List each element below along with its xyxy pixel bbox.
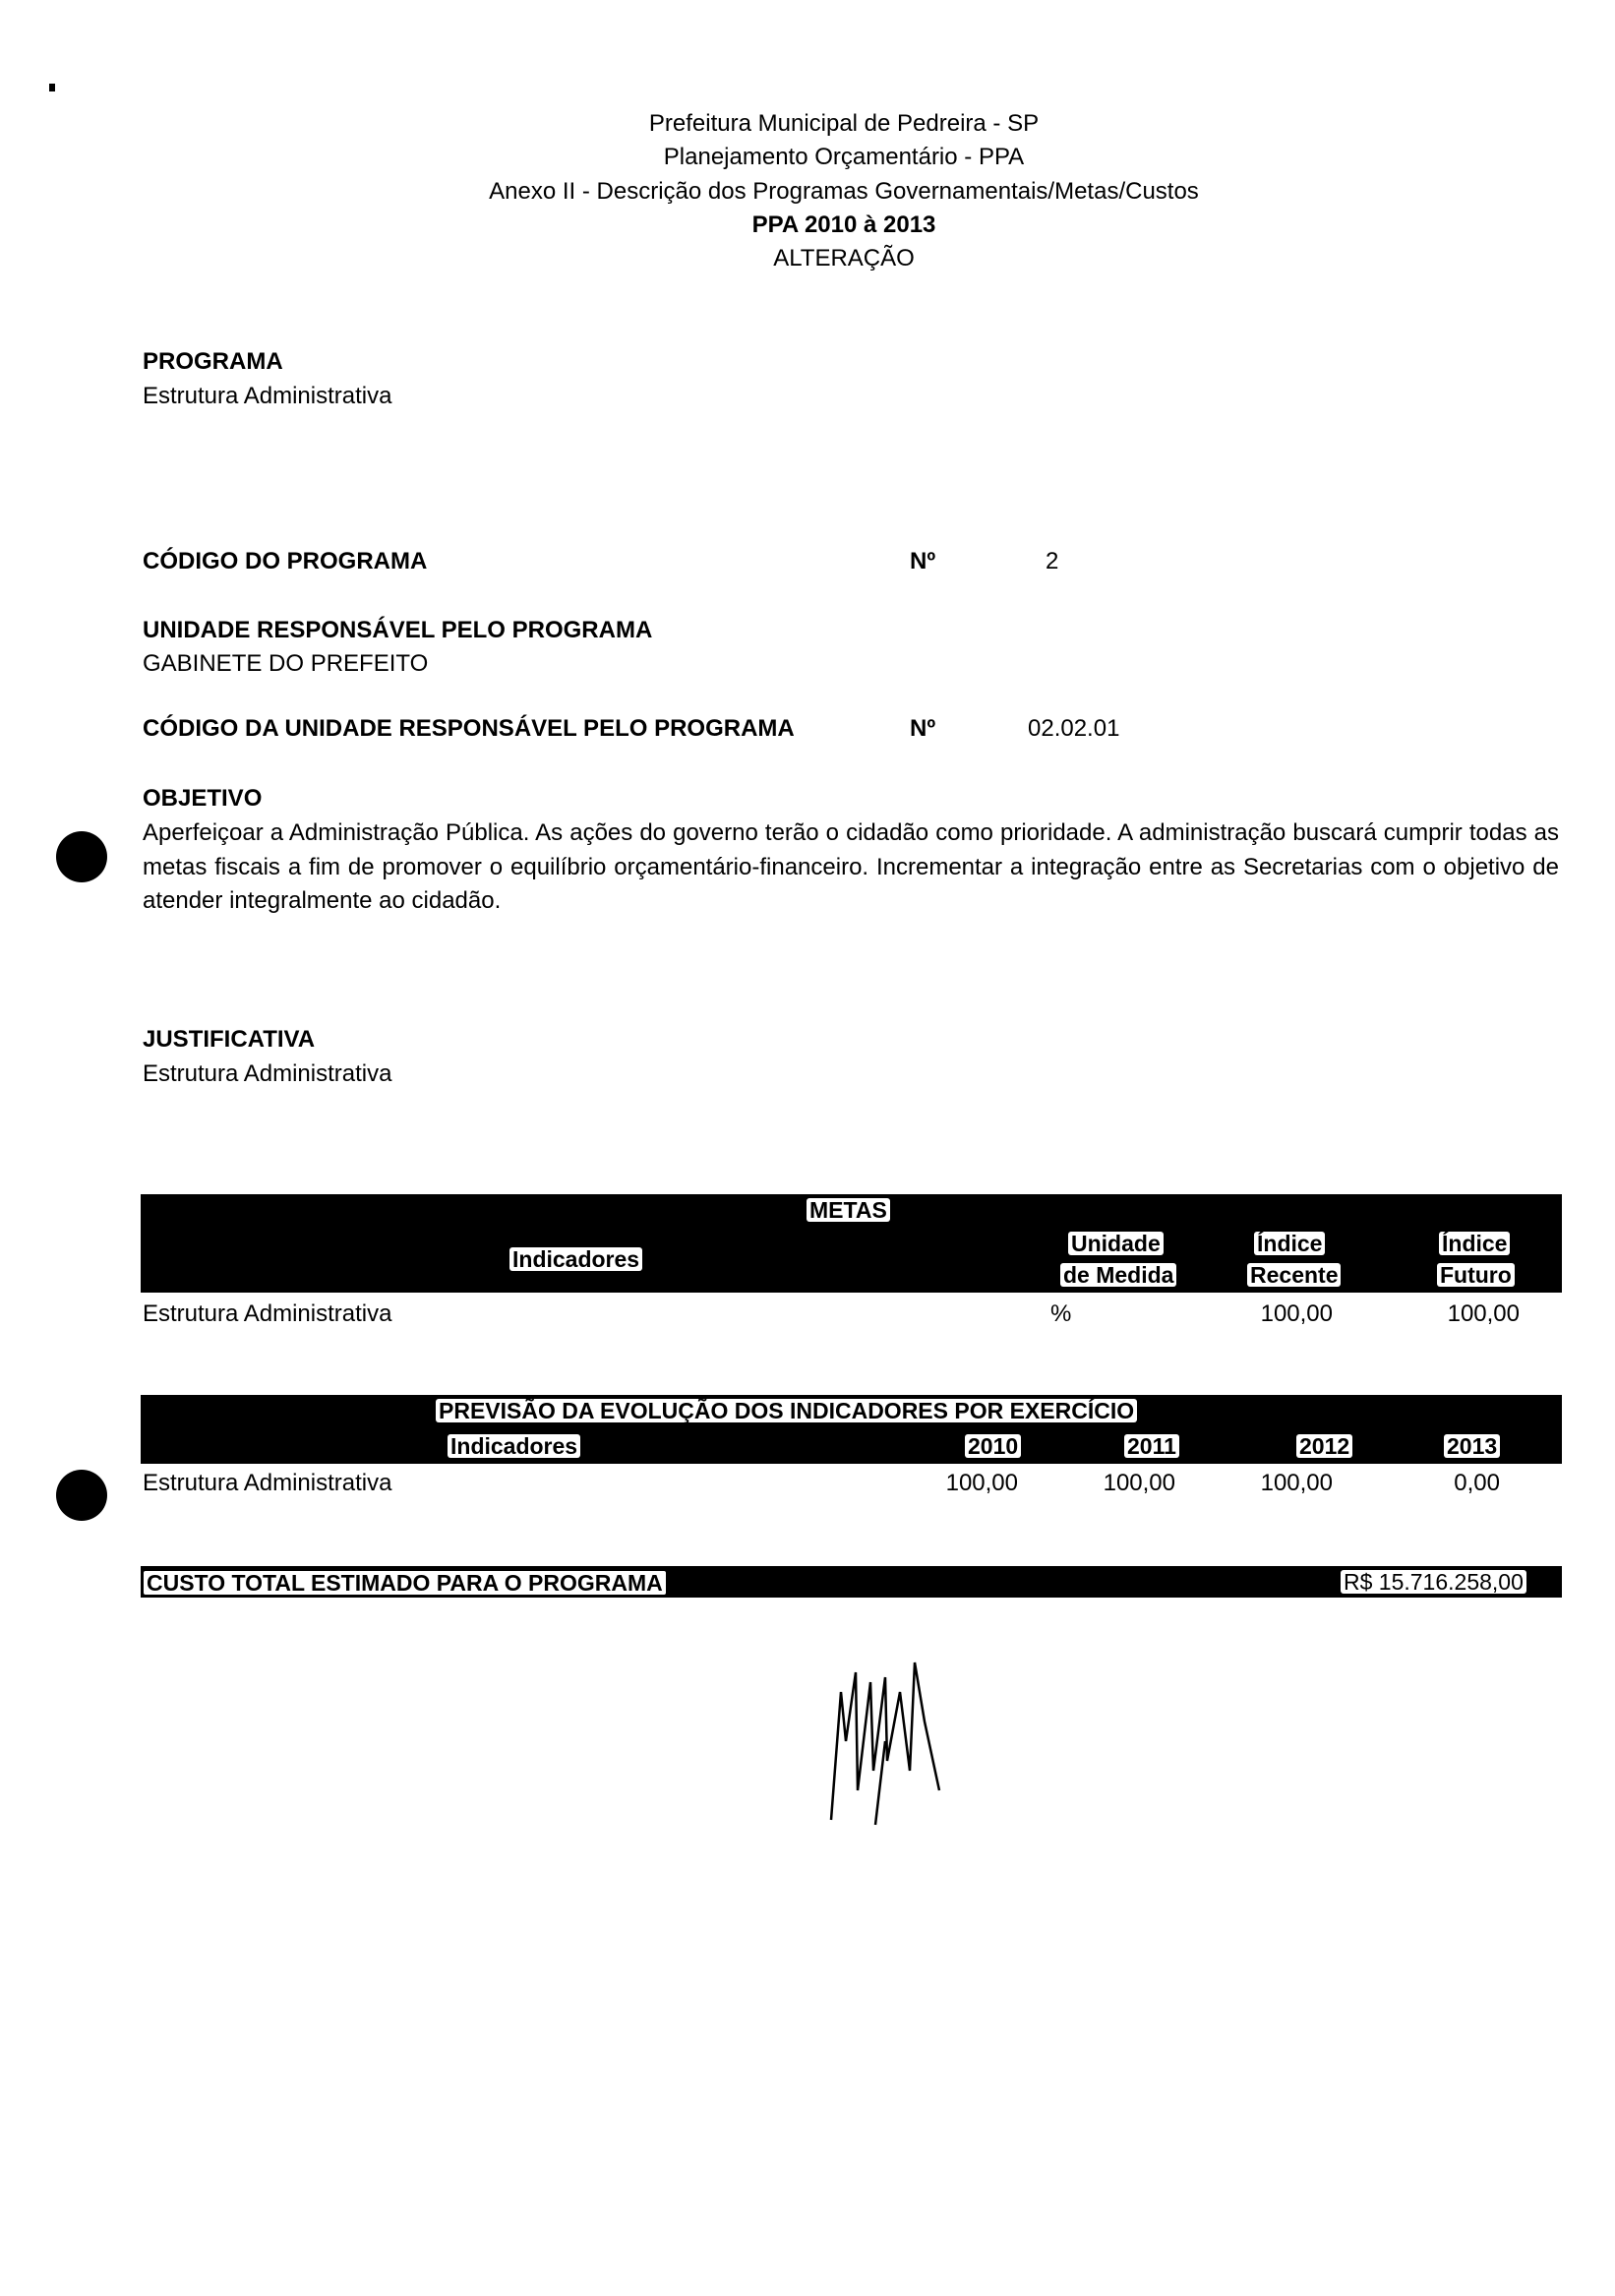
- custo-value: R$ 15.716.258,00: [1341, 1570, 1526, 1594]
- metas-unidade: %: [1050, 1300, 1072, 1327]
- metas-indicador: Estrutura Administrativa: [143, 1300, 392, 1327]
- header-planning: Planejamento Orçamentário - PPA: [663, 144, 1025, 170]
- previsao-value-2012: 100,00: [1260, 1470, 1333, 1496]
- col-year-2011: 2011: [1124, 1434, 1179, 1458]
- scan-speck: [49, 84, 55, 91]
- metas-futuro: 100,00: [1447, 1300, 1520, 1327]
- previsao-header-bar: [141, 1395, 1562, 1464]
- col-unidade-line2: de Medida: [1060, 1263, 1176, 1287]
- previsao-value-2011: 100,00: [1103, 1470, 1175, 1496]
- signature: [816, 1653, 964, 1830]
- objetivo-text: Aperfeiçoar a Administração Pública. As ações do governo terão o cidadão como prioridade. A administração buscará cumprir todas as metas fiscais a fim de promover o equilíbrio orçamentário-financeiro. Incrementar a integração entre as Secretarias com o objetivo de atender integralmente ao cidadão.: [143, 819, 1559, 914]
- header-annex: Anexo II - Descrição dos Programas Governamentais/Metas/Custos: [489, 178, 1199, 205]
- col-year-2013: 2013: [1444, 1434, 1500, 1458]
- col-indicadores: Indicadores: [509, 1247, 642, 1271]
- previsao-value-2010: 100,00: [945, 1470, 1018, 1496]
- header-period: PPA 2010 à 2013: [751, 211, 936, 238]
- col-unidade-line1: Unidade: [1068, 1232, 1164, 1255]
- col-recente-line2: Recente: [1247, 1263, 1341, 1287]
- custo-label: CUSTO TOTAL ESTIMADO PARA O PROGRAMA: [143, 1570, 667, 1596]
- metas-title: METAS: [807, 1198, 890, 1222]
- col-year-2012: 2012: [1296, 1434, 1352, 1458]
- col-year-2010: 2010: [965, 1434, 1021, 1458]
- codigo-unidade-value: 02.02.01: [1028, 715, 1120, 742]
- programa-value: Estrutura Administrativa: [143, 383, 392, 409]
- header-alteration: ALTERAÇÃO: [773, 245, 915, 272]
- metas-header-bar: [141, 1194, 1562, 1293]
- codigo-unidade-label: CÓDIGO DA UNIDADE RESPONSÁVEL PELO PROGRAMA: [143, 715, 795, 742]
- justificativa-value: Estrutura Administrativa: [143, 1060, 392, 1087]
- previsao-indicador: Estrutura Administrativa: [143, 1470, 392, 1496]
- punch-hole-mark: [56, 831, 107, 882]
- codigo-unidade-no: Nº: [910, 715, 936, 742]
- programa-label: PROGRAMA: [143, 348, 283, 375]
- custo-bar: [141, 1566, 1562, 1598]
- metas-recente: 100,00: [1260, 1300, 1333, 1327]
- codigo-programa-no: Nº: [910, 548, 936, 574]
- punch-hole-mark: [56, 1470, 107, 1521]
- previsao-value-2013: 0,00: [1454, 1470, 1500, 1496]
- codigo-programa-value: 2: [1046, 548, 1059, 574]
- col-futuro-line1: Índice: [1439, 1232, 1510, 1255]
- previsao-title: PREVISÃO DA EVOLUÇÃO DOS INDICADORES POR EXERCÍCIO: [436, 1399, 1137, 1422]
- justificativa-label: JUSTIFICATIVA: [143, 1026, 316, 1053]
- unidade-value: GABINETE DO PREFEITO: [143, 650, 429, 677]
- codigo-programa-label: CÓDIGO DO PROGRAMA: [143, 548, 428, 574]
- col-indicadores: Indicadores: [448, 1434, 580, 1458]
- objetivo-label: OBJETIVO: [143, 785, 263, 812]
- col-futuro-line2: Futuro: [1437, 1263, 1515, 1287]
- unidade-label: UNIDADE RESPONSÁVEL PELO PROGRAMA: [143, 617, 653, 643]
- header-municipality: Prefeitura Municipal de Pedreira - SP: [648, 110, 1040, 137]
- col-recente-line1: Índice: [1254, 1232, 1325, 1255]
